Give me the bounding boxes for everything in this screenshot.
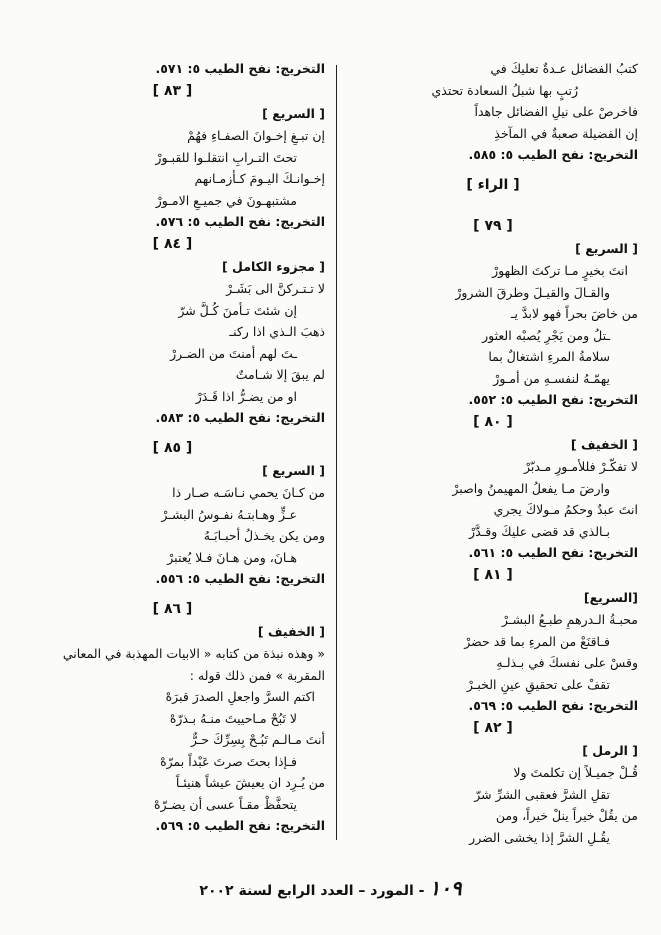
meter-label: [ السريع ]: [262, 106, 325, 121]
page-footer: [0, 876, 661, 900]
meter-label: [ السريع ]: [575, 241, 638, 256]
verse: هـانَ، ومن هـانَ فـلا يُعتبرْ: [167, 549, 297, 565]
meter-label: [ مجزوء الكامل ]: [221, 259, 325, 274]
poem-number: [ ٨٣ ]: [152, 83, 193, 99]
page-number: ١٠٩: [429, 876, 462, 900]
verse: انتَ بخيرٍ مـا تركتَ الظهورْ: [492, 263, 628, 278]
verse: مشتبهـونَ في جميـعِ الامـورْ: [155, 192, 297, 208]
verse: من كـانَ يحمي نـاسَـه صـار ذا: [172, 485, 325, 500]
verse: اكتم السرَّ واجعلِ الصدرَ قبرَهْ: [165, 689, 315, 704]
meter-label: [ الخفيف ]: [257, 624, 325, 639]
verse: سلامةُ المرءِ اشتغالٌ بما: [488, 349, 610, 364]
verse: كتبُ الفضائل عـدةٌ تعليكَ في: [490, 61, 638, 76]
verse: يقُـلِ الشرَّ إذا يخشى الضرر: [469, 829, 610, 845]
verse: من يُـرِد ان يعيشَ عيشاً هنيئـاً: [175, 775, 325, 790]
meter-label: [ الخفيف ]: [570, 437, 638, 452]
meter-label: [ الرمل ]: [582, 743, 638, 758]
verse: رُتبٍ بها شبلُ السعادة تحتذي: [431, 82, 578, 98]
poem-number: [ ٨٠ ]: [473, 414, 513, 430]
verse: إن الفضيلة صعبةٌ في المآخذِ: [494, 125, 638, 141]
verse: لا تـتـركنَّ الى بَشَـرْ: [226, 281, 325, 296]
verse: ـتَ لهم أمنتَ من الضـررْ: [170, 345, 297, 361]
source-note: التخريج: نفح الطيب ٥: ٥٧١.: [155, 61, 325, 76]
verse: قُـلْ جميـلاً إن تكلمتَ ولا: [513, 765, 638, 780]
verse: فاخرصْ على نيلِ الفضائل جاهداً: [474, 104, 638, 119]
verse: تحتَ التـرابِ انتقلـوا للقبـورْ: [155, 149, 297, 165]
verse: أنتَ مـالـم تَبُـحْ بِسِرِّكَ حـرٌّ: [190, 732, 325, 747]
source-note: التخريج: نفح الطيب ٥: ٥٦٩.: [155, 818, 325, 833]
verse: فـإذا بحتَ صرتَ عَبْداً بمرّهْ: [160, 753, 297, 769]
verse: إن تبـغِ إخـوانَ الصفـاءِ فهُمْ: [187, 128, 325, 143]
source-note: التخريج: نفح الطيب ٥: ٥٧٦.: [155, 214, 325, 229]
rhyme-heading: [ الراء ]: [466, 177, 520, 193]
verse: يهمّـهُ لنفسـهِ من أمـورْ: [493, 370, 610, 386]
verse: او من يضـرُّ اذا قَـدَرْ: [195, 388, 297, 404]
verse: لم يبقَ إلا شـامتٌ: [235, 367, 325, 382]
source-note: التخريج: نفح الطيب ٥: ٥٨٥.: [468, 147, 638, 162]
source-note: التخريج: نفح الطيب ٥: ٥٦٩.: [468, 698, 638, 713]
journal-info: - المورد – العدد الرابع لسنة ٢٠٠٢: [199, 883, 425, 899]
verse: تقفْ على تحقيقِ عينِ الخبـرْ: [466, 676, 610, 692]
verse: عـزٍّ وهـابتـهُ نفـوسُ البشـرْ: [161, 506, 297, 522]
poem-number: [ ٨٤ ]: [152, 236, 193, 252]
verse: لا تفكّـرْ فللأمـورِ مـدبّرْ: [523, 459, 638, 474]
verse: ومن يكن يخـذلُ أحبـابَـهُ: [203, 528, 325, 543]
meter-label: [ السريع ]: [262, 463, 325, 478]
verse: انتَ عبدٌ وحكمُ مـولاكَ يجري: [493, 502, 638, 517]
verse: إخـوانـكَ اليـومَ كـأزمـانهم: [194, 171, 325, 186]
intro-text: « وهذه نبذة من كتابه « الابيات المهذبة في المعاني: [62, 646, 325, 661]
poem-number: [ ٨٦ ]: [152, 601, 193, 617]
verse: بـالذي قد قضى عليكَ وقـدَّرْ: [469, 523, 610, 539]
meter-label: [السريع]: [583, 590, 638, 605]
right-column: [348, 58, 638, 848]
verse: من يقُلْ خيراً ينلْ خيراً، ومن: [495, 808, 638, 823]
poem-number: [ ٨١ ]: [473, 567, 513, 583]
verse: لا تَبُحْ مـاحييتَ منـهُ بـذرّهْ: [169, 710, 297, 726]
column-divider: [336, 65, 337, 840]
verse: فـاقنَعْ من المرءِ بما قد حضرْ: [464, 633, 610, 649]
poem-number: [ ٨٢ ]: [473, 720, 513, 736]
verse: وارضَ مـا يفعلُ المهيمنُ واصبرْ: [452, 480, 610, 496]
verse: من خاضَ بحراً فهو لابدَّ يـ: [510, 306, 638, 321]
verse: ذهبَ الـذي اذا ركنـ: [229, 324, 325, 339]
verse: إن شئتَ تـأمنَ كُـلَّ شرّ: [178, 302, 297, 318]
intro-text: المقربة » فمن ذلك قوله :: [189, 667, 325, 683]
source-note: التخريج: نفح الطيب ٥: ٥٨٣.: [155, 410, 325, 425]
source-note: التخريج: نفح الطيب ٥: ٥٥٢.: [468, 392, 638, 407]
poem-number: [ ٨٥ ]: [152, 440, 193, 456]
left-column: [20, 58, 325, 837]
verse: محبـةُ الـدرهمِ طبـعُ البشـرْ: [501, 612, 638, 627]
verse: يتحفَّظْ مقـاً عسى أن يضـرّهْ: [154, 796, 297, 812]
verse: وقسْ على نفسكَ في بـذلـهِ: [496, 655, 638, 670]
source-note: التخريج: نفح الطيب ٥: ٥٥٦.: [155, 571, 325, 586]
verse: تقلِ الشرَّ فعقبى الشرِّ شرّ: [474, 786, 610, 802]
poem-number: [ ٧٩ ]: [473, 218, 513, 234]
verse: والقـالَ والقيـلَ وطرقَ الشرورْ: [455, 284, 610, 300]
source-note: التخريج: نفح الطيب ٥: ٥٦١.: [468, 545, 638, 560]
verse: ـتلُ ومن يَجْرِ يُصبْه العثور: [482, 327, 610, 343]
